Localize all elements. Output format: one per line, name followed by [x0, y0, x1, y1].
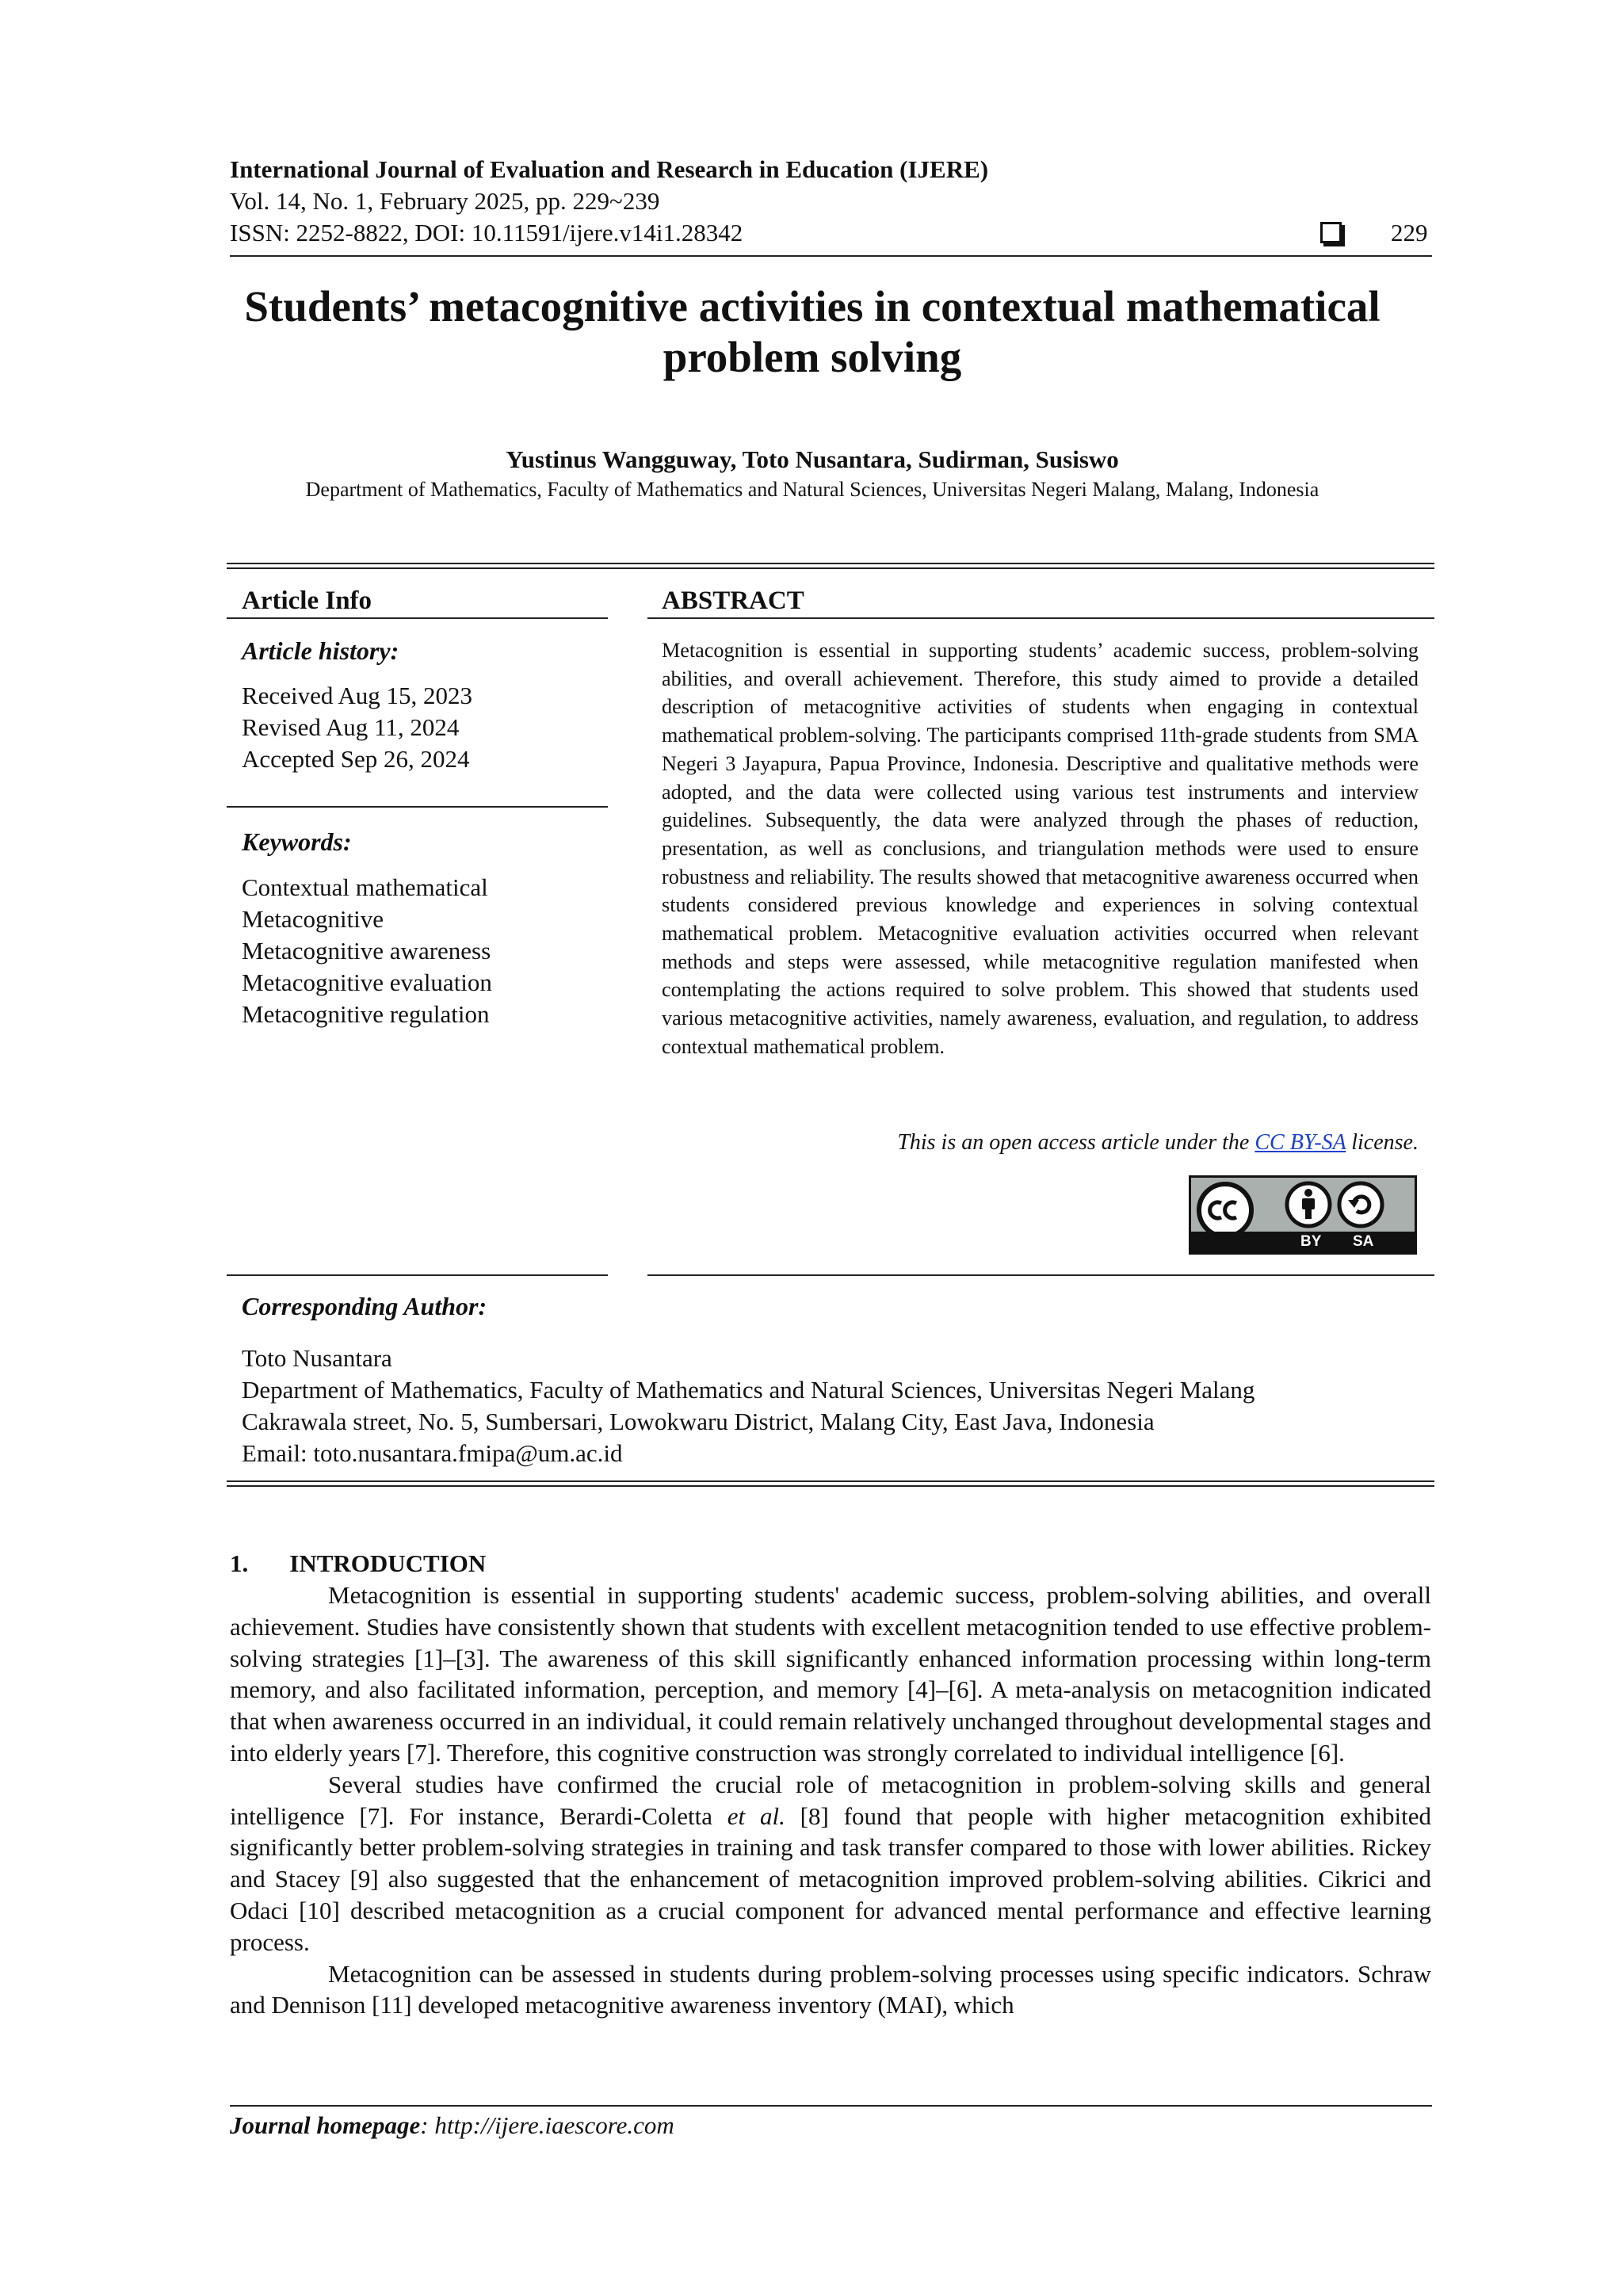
- author-name: Toto Nusantara: [242, 1344, 392, 1372]
- paper-title: [190, 281, 1434, 383]
- attribution-person-icon: [1285, 1181, 1332, 1228]
- infobox-top-rule-1: [227, 563, 1434, 564]
- homepage-url: : http://ijere.iaescore.com: [420, 2111, 674, 2139]
- license-prefix: This is an open access article under the: [897, 1130, 1255, 1155]
- cc-by-sa-badge[interactable]: [1189, 1175, 1417, 1255]
- keyword-item: Metacognitive regulation: [242, 1000, 490, 1028]
- homepage-label: Journal homepage: [230, 2111, 421, 2139]
- history-accepted: Accepted Sep 26, 2024: [242, 745, 470, 773]
- badge-by-label: BY: [1300, 1233, 1322, 1250]
- authors: Yustinus Wangguway, Toto Nusantara, Sudirman, Susiswo: [506, 445, 1119, 473]
- introduction-body: [230, 1580, 1431, 2021]
- history-received: Received Aug 15, 2023: [242, 682, 473, 709]
- section-number: 1.: [230, 1549, 249, 1577]
- header-rule: [230, 255, 1432, 257]
- keywords-heading: Keywords:: [242, 827, 352, 856]
- article-info-bottom-rule: [227, 1274, 608, 1276]
- keywords-list: [242, 872, 492, 1030]
- badge-sa-label: SA: [1353, 1233, 1374, 1250]
- article-info-heading: Article Info: [242, 586, 372, 615]
- corresponding-author-details: [242, 1343, 1254, 1469]
- intro-p2-etal: et al.: [727, 1801, 785, 1830]
- keyword-item: Contextual mathematical: [242, 873, 488, 901]
- infobox-bottom-rule-1: [227, 1480, 1434, 1482]
- article-history-list: [242, 680, 472, 775]
- journal-name: International Journal of Evaluation and Research in Education (IJERE): [230, 155, 989, 183]
- history-keywords-rule: [227, 806, 608, 808]
- section-title: INTRODUCTION: [289, 1549, 487, 1577]
- keyword-item: Metacognitive: [242, 905, 384, 933]
- infobox-bottom-rule-2: [227, 1485, 1434, 1487]
- title-line-1: Students’ metacognitive activities in contextual mathematical: [244, 282, 1381, 330]
- article-history-heading: Article history:: [242, 636, 399, 665]
- intro-p2-part2: [8] found that people with higher metacognition exhibited significantly better problem-solving strategies in training and task transfer compared to those with lower abilities. Rickey and Stacey [9] also suggested that the enhancement of metacognition improved problem-solving abilities. Cikrici and Odaci [10] described metacognition as a crucial component for advanced mental performance and effective learning process.: [230, 1801, 1431, 1956]
- corresponding-author-heading: Corresponding Author:: [242, 1292, 487, 1320]
- author-address: Cakrawala street, No. 5, Sumbersari, Lowokwaru District, Malang City, East Java, Indonesia: [242, 1408, 1155, 1435]
- intro-p2-part1: Several studies have confirmed the crucial role of metacognition in problem-solving skills and general intelligence [7]. For instance, Berardi-Coletta: [230, 1770, 1431, 1830]
- journal-homepage: [230, 2111, 674, 2140]
- keyword-item: Metacognitive evaluation: [242, 968, 492, 996]
- introduction-heading: [230, 1549, 486, 1578]
- journal-issn-doi: ISSN: 2252-8822, DOI: 10.11591/ijere.v14i1.28342: [230, 219, 743, 246]
- cc-icon: [1196, 1181, 1254, 1240]
- abstract-bottom-rule: [647, 1274, 1434, 1276]
- infobox-top-rule-2: [227, 567, 1434, 569]
- title-line-2: problem solving: [663, 333, 962, 381]
- intro-paragraph-3: Metacognition can be assessed in students during problem-solving processes using specific indicators. Schraw and Dennison [11] developed metacognitive awareness inventory (MAI), which: [230, 1959, 1431, 2019]
- keyword-item: Metacognitive awareness: [242, 937, 491, 965]
- affiliation: Department of Mathematics, Faculty of Mathematics and Natural Sciences, Universitas Negeri Malang, Malang, Indonesia: [305, 478, 1319, 501]
- page-number: 229: [1391, 219, 1428, 246]
- open-access-notice: [662, 1130, 1419, 1156]
- history-revised: Revised Aug 11, 2024: [242, 713, 460, 741]
- badge-label-strip: [1191, 1232, 1415, 1252]
- journal-volume: Vol. 14, No. 1, February 2025, pp. 229~239: [230, 187, 660, 215]
- intro-paragraph-2: [230, 1769, 1431, 1958]
- abstract-text: Metacognition is essential in supporting students’ academic success, problem-solving abilities, and overall achievement. Therefore, this study aimed to provide a detailed description of metacognitive activities of students when engaging in contextual mathematical problem-solving. The participants comprised 11th-grade students from SMA Negeri 3 Jayapura, Papua Province, Indonesia. Descriptive and qualitative methods were adopted, and the data were collected using various test instruments and interview guidelines. Subsequently, the data were analyzed through the phases of reduction, presentation, as well as conclusions, and triangulation methods were used to ensure robustness and reliability. The results showed that metacognitive awareness occurred when students considered previous knowledge and experiences in solving contextual mathematical problem. Metacognitive evaluation activities occurred when relevant methods and steps were assessed, while metacognitive regulation manifested when contemplating the actions required to solve problem. This showed that students used various metacognitive activities, namely awareness, evaluation, and regulation, to address contextual mathematical problem.: [662, 639, 1419, 1058]
- intro-paragraph-1: Metacognition is essential in supporting students' academic success, problem-solving abilities, and overall achievement. Studies have consistently shown that students with excellent metacognition tended to use effective problem-solving strategies [1]–[3]. The awareness of this skill significantly enhanced information processing within long-term memory, and also facilitated information, perception, and memory [4]–[6]. A meta-analysis on metacognition indicated that when awareness occurred in an individual, it could remain relatively unchanged throughout developmental stages and into elderly years [7]. Therefore, this cognitive construction was strongly correlated to individual intelligence [6].: [230, 1581, 1431, 1767]
- share-alike-icon: [1337, 1181, 1384, 1228]
- cc-by-sa-link[interactable]: CC BY-SA: [1254, 1130, 1346, 1155]
- abstract-heading: ABSTRACT: [662, 586, 804, 615]
- author-email: Email: toto.nusantara.fmipa@um.ac.id: [242, 1439, 623, 1467]
- author-department: Department of Mathematics, Faculty of Mathematics and Natural Sciences, Universitas Negeri Malang: [242, 1376, 1255, 1404]
- square-bullet-icon: [1320, 222, 1342, 243]
- abstract-heading-rule: [647, 617, 1434, 619]
- footer-rule: [230, 2105, 1432, 2107]
- article-info-rule: [227, 617, 608, 619]
- license-suffix: license.: [1346, 1130, 1419, 1155]
